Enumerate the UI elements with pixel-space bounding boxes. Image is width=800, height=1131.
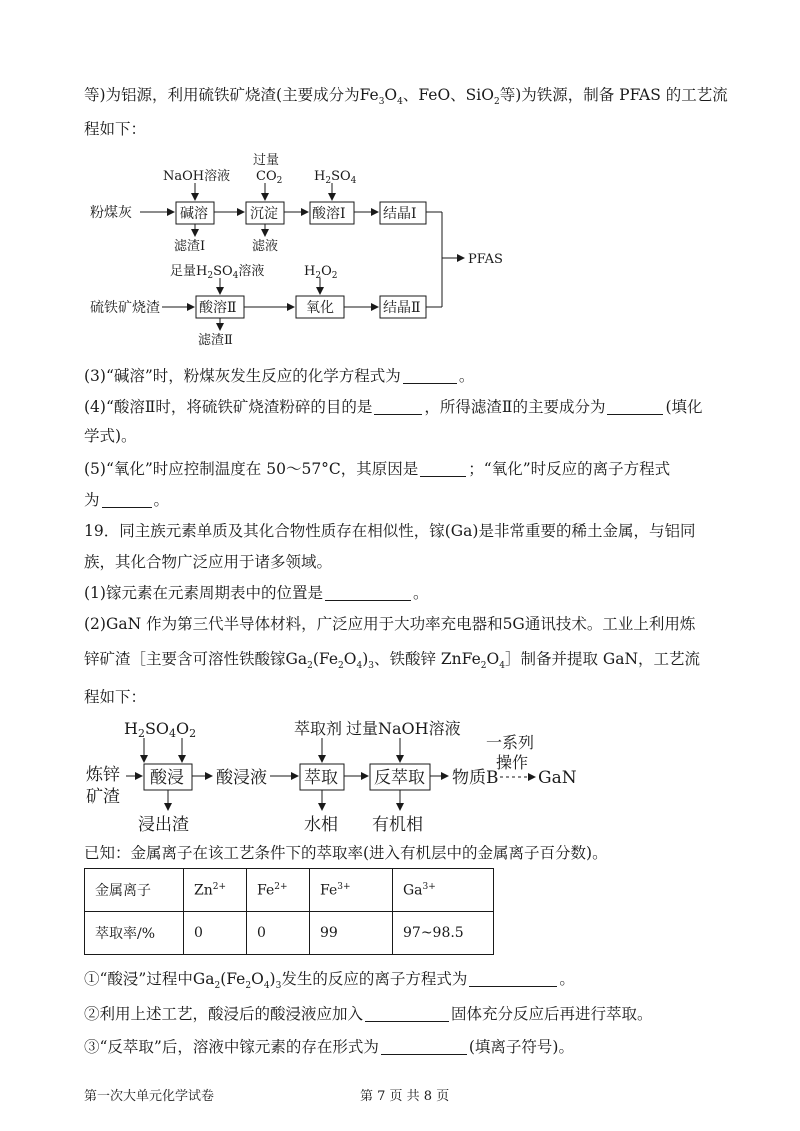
footer-page-number: 第 7 页 共 8 页: [360, 1089, 450, 1104]
waste-shuixiang: 水相: [304, 815, 338, 835]
reagent-co2-top: 过量: [253, 153, 280, 168]
reagent-h2so4: $H_2SO_4$: [314, 169, 357, 186]
box-chendian: 沉淀: [250, 206, 278, 222]
box-suanjin: 酸浸: [150, 768, 184, 788]
answer-blank[interactable]: [325, 584, 411, 601]
box-suanrong2: 酸溶Ⅱ: [199, 300, 237, 316]
waste-lvye: 滤液: [252, 239, 279, 254]
question-19-2-line-3: 程如下：: [84, 688, 147, 706]
input-liutiekuang: 硫铁矿烧渣: [90, 300, 160, 316]
table-header-cell: 金属离子: [85, 869, 184, 912]
answer-blank[interactable]: [374, 398, 422, 415]
table-cell: 0: [247, 912, 310, 955]
answer-blank[interactable]: [420, 460, 466, 477]
waste-lvzha1: 滤渣Ⅰ: [174, 239, 206, 254]
flow-diagram-pfas: [0, 150, 800, 350]
sub-question-3: ③“反萃取”后，溶液中镓元素的存在形式为 (填离子符号)。: [84, 1038, 574, 1056]
table-cell: 99: [310, 912, 393, 955]
table-header-cell: $Fe^{3+}$: [310, 869, 393, 912]
question-19-line-1: 19．同主族元素单质及其化合物性质存在相似性，镓(Ga)是非常重要的稀土金属，与铝同: [84, 522, 696, 540]
box-cuiqu: 萃取: [304, 768, 338, 788]
question-4-line-1: (4)“酸溶Ⅱ时，将硫铁矿烧渣粉碎的目的是 ，所得滤渣Ⅱ的主要成分为 (填化: [84, 398, 703, 416]
answer-blank[interactable]: [403, 367, 457, 384]
mid-suanjinye: 酸浸液: [216, 768, 267, 788]
reagent-cuiquji: 萃取剂: [294, 719, 343, 738]
flow-diagram-gan: [0, 710, 800, 840]
table-row: [85, 869, 494, 912]
table-header-cell: $Ga^{3+}$: [393, 869, 494, 912]
reagent-o2: O2: [176, 719, 197, 740]
question-3: (3)“碱溶”时，粉煤灰发生反应的化学方程式为 。: [84, 367, 475, 385]
footer-exam-title: 第一次大单元化学试卷: [84, 1089, 215, 1104]
table-header-cell: $Zn^{2+}$: [184, 869, 247, 912]
answer-blank[interactable]: [469, 970, 557, 987]
answer-blank[interactable]: [607, 398, 663, 415]
reagent-h2o2: $H_2O_2$: [304, 264, 338, 281]
box-jianrong: 碱溶: [180, 206, 208, 222]
question-5-line-1: (5)“氧化”时应控制温度在 50～57°C，其原因是 ；“氧化”时反应的离子方程式: [84, 460, 671, 478]
question-19-2-line-2: 锌矿渣［主要含可溶性铁酸镓$Ga_2(Fe_2O_4)_3$、铁酸锌 $ZnFe_2O_4]$制备并提取 GaN，工艺流: [84, 650, 701, 672]
sub-question-2: ②利用上述工艺，酸浸后的酸浸液应加入 固体充分反应后再进行萃取。: [84, 1005, 653, 1023]
question-5-line-2: 为 。: [84, 491, 170, 509]
input-fenmeihui: 粉煤灰: [90, 205, 132, 221]
table-row: [85, 912, 494, 955]
waste-jinchuzha: 浸出渣: [138, 815, 189, 835]
question-19-line-2: 族，其化合物广泛应用于诸多领域。: [84, 553, 333, 571]
input-lianxin-l1: 炼锌: [86, 765, 120, 785]
reagent-naoh: NaOH溶液: [163, 169, 231, 184]
question-19-1: (1)镓元素在元素周期表中的位置是 。: [84, 584, 429, 602]
waste-lvzha2: 滤渣Ⅱ: [198, 333, 233, 348]
answer-blank[interactable]: [102, 491, 152, 508]
intro-line-1: 等)为铝源，利用硫铁矿烧渣(主要成分为$Fe_3O_4$、FeO、SiO$_2$等)为铁源，制备 PFAS 的工艺流: [84, 86, 728, 108]
extraction-table: [84, 868, 494, 955]
intro-line-2: 程如下：: [84, 120, 147, 138]
input-lianxin-l2: 矿渣: [86, 787, 120, 807]
answer-blank[interactable]: [381, 1038, 467, 1055]
series-top: 一系列: [486, 733, 535, 752]
box-yanghua: 氧化: [306, 300, 334, 316]
series-bottom: 操作: [496, 753, 529, 772]
box-suanrong1: 酸溶Ⅰ: [312, 206, 346, 222]
reagent-co2: $CO_2$: [256, 169, 283, 186]
box-fancuiqu: 反萃取: [374, 768, 425, 788]
table-cell: 97~98.5: [393, 912, 494, 955]
box-jiejing1: 结晶Ⅰ: [383, 206, 417, 222]
box-jiejing2: 结晶Ⅱ: [383, 300, 421, 316]
table-cell: 0: [184, 912, 247, 955]
question-19-2-line-1: (2)GaN 作为第三代半导体材料，广泛应用于大功率充电器和5G通讯技术。工业上利用炼: [84, 615, 696, 633]
reagent-naoh-2: 过量NaOH溶液: [346, 719, 461, 738]
waste-youjixiang: 有机相: [372, 815, 423, 835]
reagent-zuliang-h2so4: 足量$H_2SO_4$溶液: [170, 264, 265, 281]
sub-question-1: ①“酸浸”过程中$Ga_2(Fe_2O_4)_3$发生的反应的离子方程式为 。: [84, 970, 575, 992]
known-note: 已知：金属离子在该工艺条件下的萃取率(进入有机层中的金属离子百分数)。: [84, 844, 608, 862]
product-b: 物质B: [452, 768, 499, 788]
question-4-line-2: 学式)。: [84, 427, 137, 445]
table-cell: 萃取率/%: [85, 912, 184, 955]
final-gan: GaN: [538, 768, 577, 788]
answer-blank[interactable]: [365, 1005, 449, 1022]
product-pfas: PFAS: [468, 252, 503, 267]
table-header-cell: $Fe^{2+}$: [247, 869, 310, 912]
reagent-h2so4-2: H2SO4: [124, 719, 177, 740]
